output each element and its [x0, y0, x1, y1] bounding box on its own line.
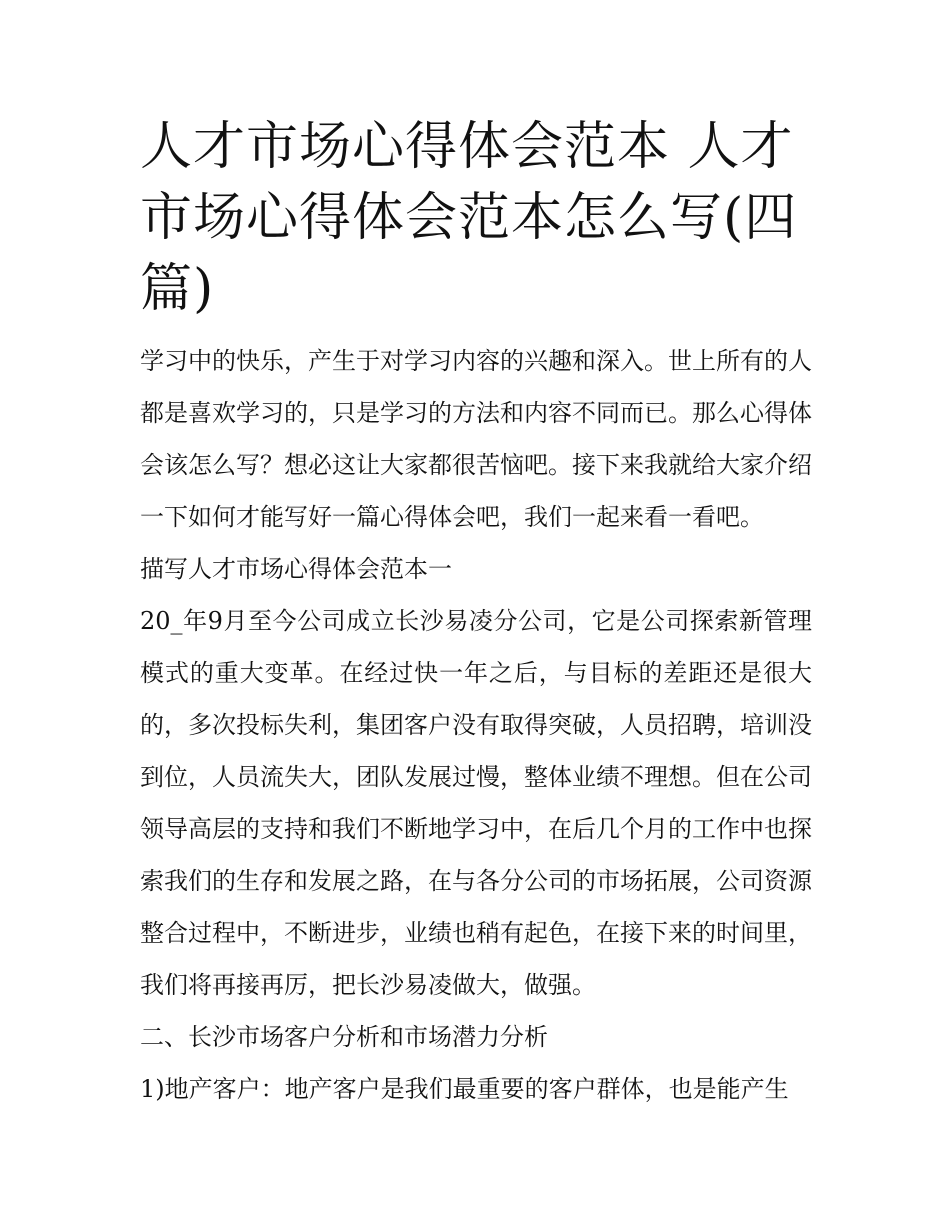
section-heading: 二、长沙市场客户分析和市场潜力分析 [140, 1023, 548, 1051]
intro-paragraph: 学习中的快乐，产生于对学习内容的兴趣和深入。世上所有的人都是喜欢学习的，只是学习的方法和内容不同而已。那么心得体会该怎么写？想必这让大家都很苦恼吧。接下来我就给大家介绍一下如何才能写好一篇心得体会吧，我们一起来看一看吧。 [140, 347, 812, 531]
document-body [140, 112, 812, 1115]
body-paragraph: 1)地产客户：地产客户是我们最重要的客户群体，也是能产生 [140, 1075, 789, 1103]
document-title: 人才市场心得体会范本 人才市场心得体会范本怎么写(四篇) [140, 117, 798, 319]
section-heading: 描写人才市场心得体会范本一 [140, 555, 452, 583]
body-paragraph: 20_年9月至今公司成立长沙易凌分公司，它是公司探索新管理模式的重大变革。在经过快一年之后，与目标的差距还是很大的，多次投标失利，集团客户没有取得突破，人员招聘，培训没到位，人员流失大，团队发展过慢，整体业绩不理想。但在公司领导高层的支持和我们不断地学习中，在后几个月的工作中也探索我们的生存和发展之路，在与各分公司的市场拓展，公司资源整合过程中，不断进步，业绩也稍有起色，在接下来的时间里，我们将再接再厉，把长沙易凌做大，做强。 [140, 607, 812, 999]
